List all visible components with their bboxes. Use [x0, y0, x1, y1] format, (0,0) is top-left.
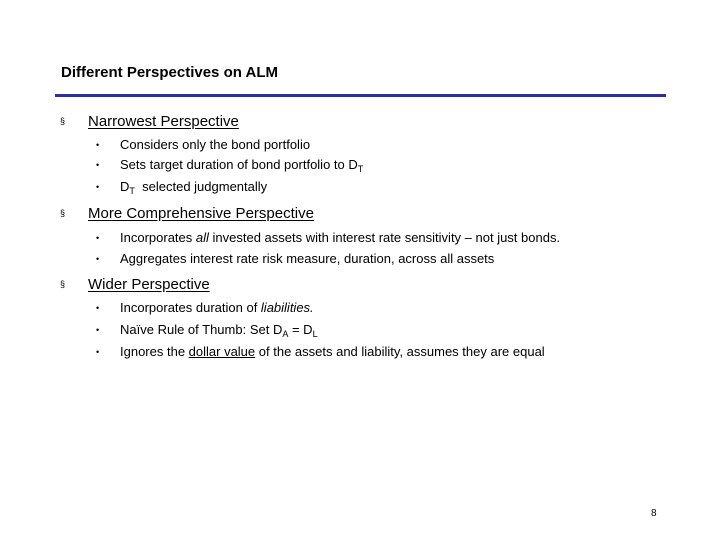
sub-bullet: •	[96, 325, 100, 335]
section-heading: Narrowest Perspective	[88, 113, 239, 130]
item-text: Aggregates interest rate risk measure, duration, across all assets	[120, 251, 495, 266]
sub-bullet: •	[96, 303, 100, 313]
item-text: Ignores the dollar value of the assets and liability, assumes they are equal	[120, 344, 545, 359]
section-bullet: §	[60, 279, 66, 289]
item-text: $D_T$ selected judgmentally	[120, 179, 268, 196]
item-text: Naïve Rule of Thumb: Set $D_A = D_L$	[120, 322, 318, 339]
item-text: Considers only the bond portfolio	[120, 137, 311, 152]
page-number: 8	[651, 508, 657, 519]
item-text: Sets target duration of bond portfolio to $D_T$	[120, 157, 364, 174]
section-bullet: §	[60, 208, 66, 218]
section-heading: More Comprehensive Perspective	[88, 205, 314, 222]
item-text: Incorporates duration of liabilities.	[120, 300, 314, 315]
sub-bullet: •	[96, 347, 100, 357]
sub-bullet: •	[96, 140, 100, 150]
sub-bullet: •	[96, 182, 100, 192]
section-bullet: §	[60, 116, 66, 126]
slide-title: Different Perspectives on ALM	[61, 64, 278, 81]
section-heading: Wider Perspective	[88, 276, 210, 293]
sub-bullet: •	[96, 254, 100, 264]
sub-bullet: •	[96, 233, 100, 243]
item-text: Incorporates all invested assets with interest rate sensitivity – not just bonds.	[120, 230, 561, 245]
sub-bullet: •	[96, 160, 100, 170]
title-rule	[55, 94, 666, 97]
